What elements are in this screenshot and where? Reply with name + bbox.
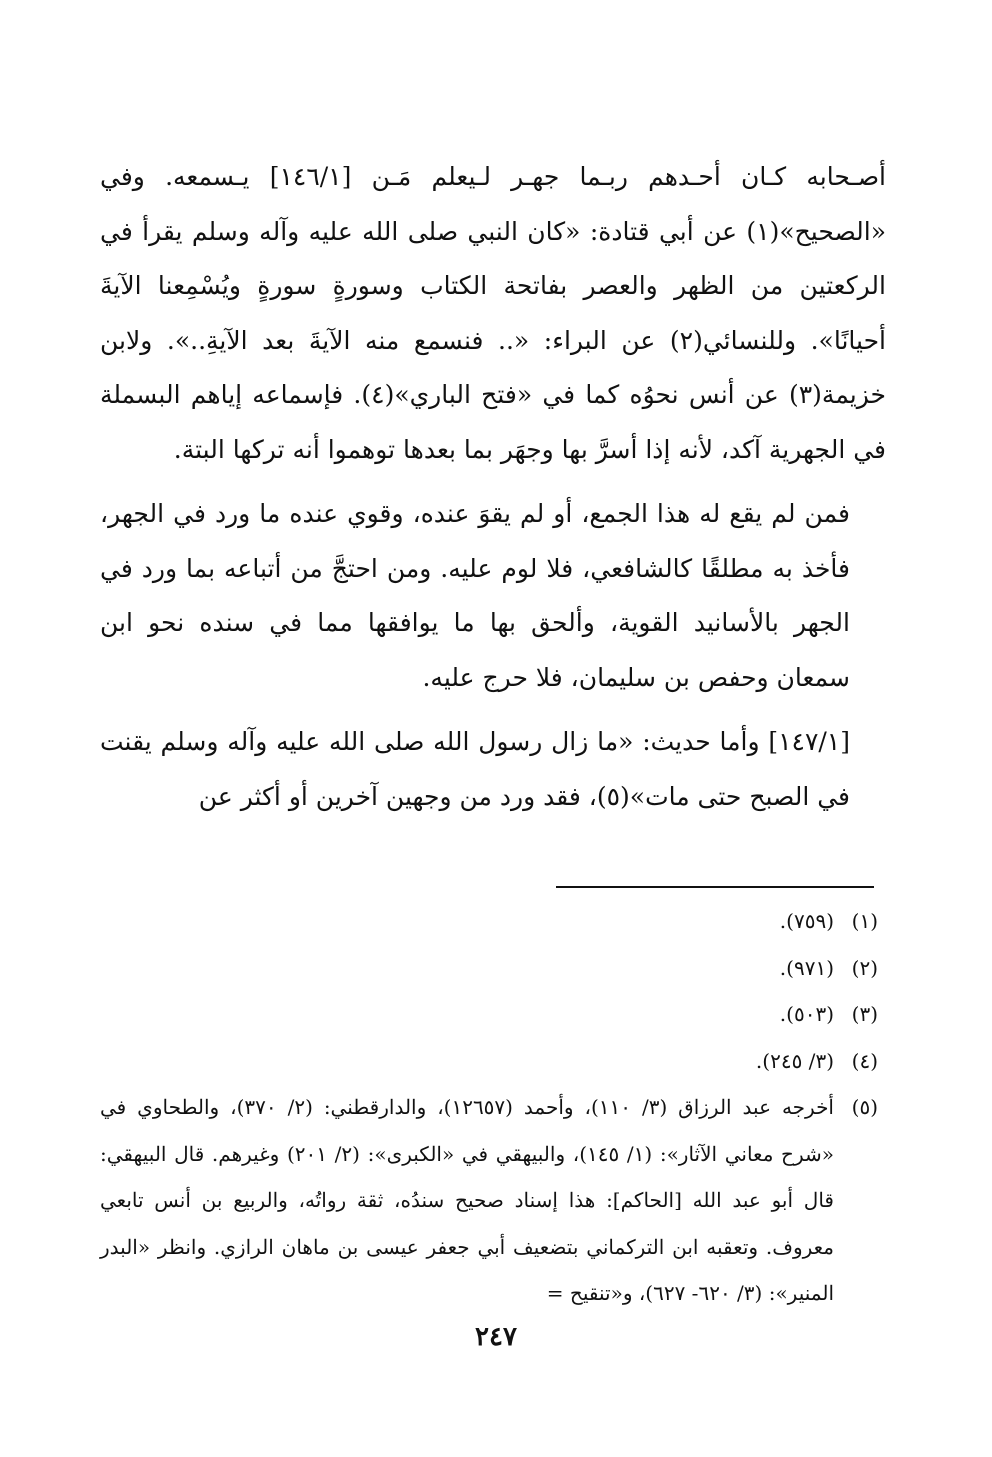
footnote-number: (٣) (851, 1002, 878, 1026)
footnote-text: (٩٧١). (779, 955, 834, 980)
footnote-number: (٤) (851, 1048, 878, 1073)
footnote-number: (٢) (851, 955, 878, 980)
footnote-4 (100, 1038, 878, 1085)
paragraph-2: فمن لم يقع له هذا الجمع، أو لم يقوَ عنده، وقوي عنده ما ورد في الجهر، فأخذ به مطلقًا كالشافعي، فلا لوم عليه. ومن احتجَّ من أتباعه بما ورد في الجهر بالأسانيد القوية، وألحق بها ما يوافقها مما في سنده نحو ابن سمعان وحفص بن سليمان، فلا حرج عليه. (100, 499, 850, 692)
paragraph-3: [١٤٧/١] وأما حديث: «ما زال رسول الله صلى الله عليه وآله وسلم يقنت في الصبح حتى مات»(٥)، فقد ورد من وجهين آخرين أو أكثر عن (100, 727, 850, 811)
footnote-3 (100, 991, 878, 1038)
footnote-2 (100, 945, 878, 992)
footnote-number: (١) (851, 909, 878, 933)
main-text (100, 150, 886, 824)
footnotes (100, 898, 878, 1317)
footnote-text: (٣/ ٢٤٥). (755, 1048, 834, 1073)
footnote-text: (٥٠٣). (779, 1002, 834, 1026)
page-number: ٢٤٧ (475, 1322, 517, 1352)
footnote-text: (٧٥٩). (779, 909, 834, 933)
footnote-divider (556, 886, 874, 888)
footnote-number: (٥) (851, 1095, 878, 1119)
footnote-5 (100, 1084, 878, 1317)
paragraph-1: أصـحابه كـان أحـدهم ربـما جهـر لـيعلم مَـن [١٤٦/١] يـسمعه. وفي «الصحيح»(١) عن أبي قتادة: «كان النبي صلى الله عليه وآله وسلم يقرأ في الركعتين من الظهر والعصر بفاتحة الكتاب وسورةٍ سورةٍ ويُسْمِعنا الآيةَ أحيانًا». وللنسائي(٢) عن البراء: «.. فنسمع منه الآيةَ بعد الآيةِ..». ولابن خزيمة(٣) عن أنس نحوُه كما في «فتح الباري»(٤). فإسماعه إياهم البسملة في الجهرية آكد، لأنه إذا أسرَّ بها وجهَر بما بعدها توهموا أنه تركها البتة. (100, 162, 886, 464)
footnote-text: أخرجه عبد الرزاق (٣/ ١١٠)، وأحمد (١٢٦٥٧)، والدارقطني: (٢/ ٣٧٠)، والطحاوي في «شرح معاني الآثار»: (١/ ١٤٥)، والبيهقي في «الكبرى»: (٢/ ٢٠١) وغيرهم. قال البيهقي: قال أبو عبد الله [الحاكم]: هذا إسناد صحيح سندُه، ثقة رواتُه، والربيع بن أنس تابعي معروف. وتعقبه ابن التركماني بتضعيف أبي جعفر عيسى بن ماهان الرازي. وانظر «البدر المنير»: (٣/ ٦٢٠- ٦٢٧)، و«تنقيح = (100, 1095, 834, 1305)
footnote-1 (100, 898, 878, 945)
